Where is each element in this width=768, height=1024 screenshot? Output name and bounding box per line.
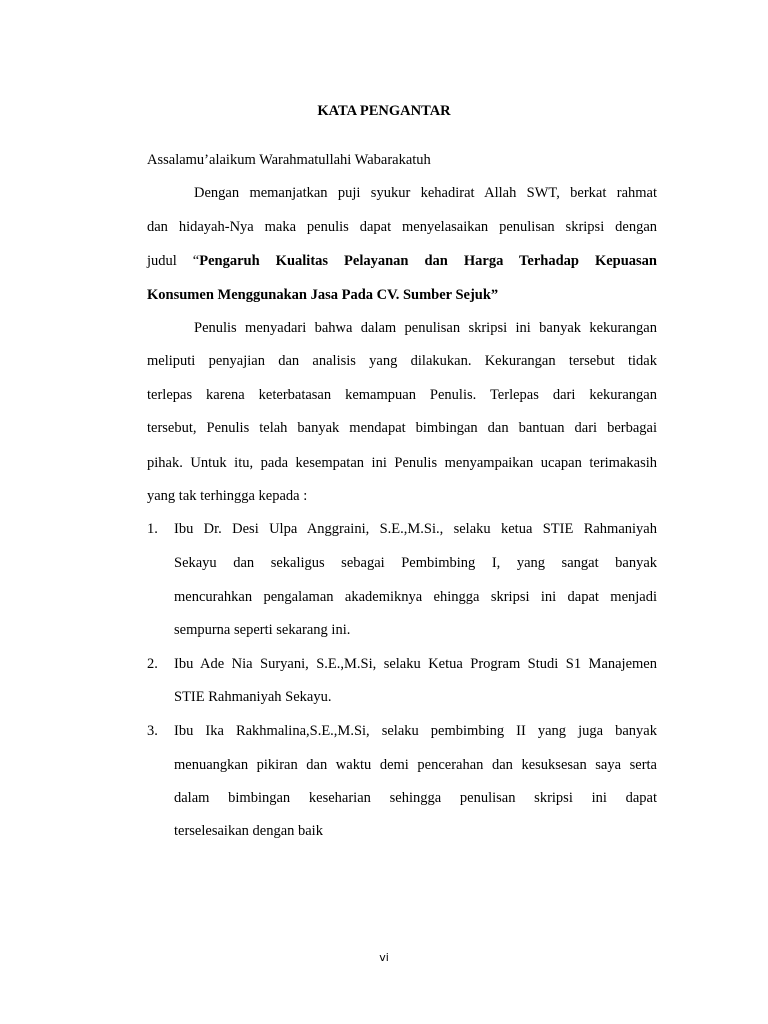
list-item-line: Ibu Ade Nia Suryani, S.E.,M.Si, selaku Ketua Program Studi S1 Manajemen xyxy=(174,656,657,672)
para2-line: pihak. Untuk itu, pada kesempatan ini Penulis menyampaikan ucapan terimakasih xyxy=(147,455,657,471)
thesis-title-part2: Konsumen Menggunakan Jasa Pada CV. Sumber Sejuk” xyxy=(147,287,499,303)
greeting: Assalamu’alaikum Warahmatullahi Wabarakatuh xyxy=(147,152,431,168)
list-item-line: Ibu Dr. Desi Ulpa Anggraini, S.E.,M.Si., selaku ketua STIE Rahmaniyah xyxy=(174,521,657,537)
page-number: vi xyxy=(379,951,389,964)
page-title: KATA PENGANTAR xyxy=(317,103,451,119)
para1-title-line xyxy=(147,252,657,270)
list-item-line: terselesaikan dengan baik xyxy=(174,823,323,839)
list-item-line: Ibu Ika Rakhmalina,S.E.,M.Si, selaku pembimbing II yang juga banyak xyxy=(174,723,657,739)
para2-line: Penulis menyadari bahwa dalam penulisan skripsi ini banyak kekurangan xyxy=(194,320,657,336)
para2-line: tersebut, Penulis telah banyak mendapat bimbingan dan bantuan dari berbagai xyxy=(147,420,657,436)
list-item-line: dalam bimbingan keseharian sehingga penulisan skripsi ini dapat xyxy=(174,790,657,806)
para2-line: yang tak terhingga kepada : xyxy=(147,488,308,504)
list-number: 1. xyxy=(147,521,158,537)
para1-line: dan hidayah-Nya maka penulis dapat menyelasaikan penulisan skripsi dengan xyxy=(147,219,657,235)
para1-line: Dengan memanjatkan puji syukur kehadirat Allah SWT, berkat rahmat xyxy=(194,185,657,201)
list-number: 3. xyxy=(147,723,158,739)
list-number: 2. xyxy=(147,656,158,672)
para2-line: meliputi penyajian dan analisis yang dilakukan. Kekurangan tersebut tidak xyxy=(147,353,657,369)
list-item-line: STIE Rahmaniyah Sekayu. xyxy=(174,689,332,705)
para2-line: terlepas karena keterbatasan kemampuan Penulis. Terlepas dari kekurangan xyxy=(147,387,657,403)
list-item-line: menuangkan pikiran dan waktu demi pencerahan dan kesuksesan saya serta xyxy=(174,757,657,773)
thesis-title-part1: Pengaruh Kualitas Pelayanan dan Harga Terhadap Kepuasan xyxy=(199,253,658,269)
list-item-line: mencurahkan pengalaman akademiknya ehingga skripsi ini dapat menjadi xyxy=(174,589,657,605)
list-item-line: Sekayu dan sekaligus sebagai Pembimbing I, yang sangat banyak xyxy=(174,555,657,571)
title-prefix: judul “ xyxy=(147,253,200,269)
list-item-line: sempurna seperti sekarang ini. xyxy=(174,622,351,638)
